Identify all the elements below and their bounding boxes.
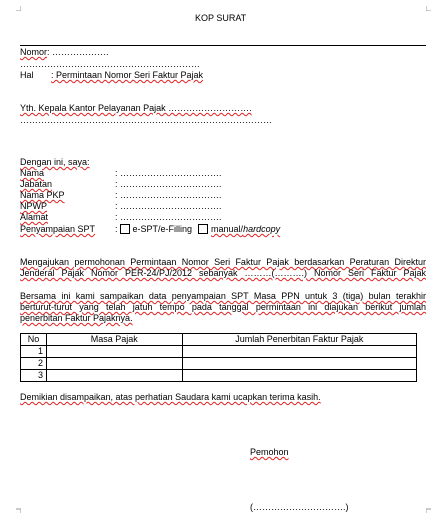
nomor-line <box>20 47 109 58</box>
penyampaian-row <box>20 224 95 235</box>
option-e-spt-label: e-SPT/e-Filling <box>132 224 193 234</box>
signature-line: (………………………….) <box>250 502 349 512</box>
field-value-jabatan: : ……………………………. <box>115 179 222 189</box>
margin-mark <box>16 508 21 513</box>
table-cell-jumlah[interactable] <box>182 370 416 382</box>
table-header-row <box>21 334 417 346</box>
table-cell-jumlah[interactable] <box>182 346 416 358</box>
letterhead-title: KOP SURAT <box>195 13 247 23</box>
hal-label: Hal <box>20 70 34 80</box>
letterhead-rule <box>20 45 426 46</box>
table-row <box>21 358 417 370</box>
closing-text: Demikian disampaikan, atas perhatian Saudara kami ucapkan terima kasih. <box>20 392 321 402</box>
option-manual-label: manual/ <box>211 224 244 234</box>
column-header-no: No <box>21 334 47 346</box>
table-cell-masa[interactable] <box>46 370 182 382</box>
field-value-npwp: : ……………………………. <box>115 201 222 211</box>
nomor-dots: …………………………………………………… <box>20 59 200 69</box>
penyampaian-colon: : <box>115 224 118 234</box>
penyampaian-label: Penyampaian SPT <box>20 224 96 234</box>
field-value-alamat: : ……………………………. <box>115 212 222 222</box>
margin-mark <box>426 6 431 11</box>
paragraph-data-line2: berturut-turut yang telah jatuh tempo pada tanggal permintaan ini diajukan berikut jumlah <box>20 302 426 312</box>
table-cell-no: 2 <box>21 358 47 370</box>
option-hardcopy-label: hardcopy <box>243 224 281 234</box>
field-value-nama: : ……………………………. <box>115 168 222 178</box>
penyampaian-options <box>115 224 280 235</box>
margin-mark <box>426 508 431 513</box>
intro-text: Dengan ini, saya: <box>20 157 90 167</box>
table-cell-no: 3 <box>21 370 47 382</box>
table-cell-masa[interactable] <box>46 358 182 370</box>
paragraph-data-line3: penerbitan Faktur Pajaknya. <box>20 313 133 323</box>
table-cell-jumlah[interactable] <box>182 358 416 370</box>
paragraph-request-line2: Jenderal Pajak Nomor PER-24/PJ/2012 sebanyak ………(……….) Nomor Seri Faktur Pajak <box>20 268 426 278</box>
checkbox-e-spt[interactable] <box>120 224 130 234</box>
table-cell-no: 1 <box>21 346 47 358</box>
addressee-line: Yth. Kepala Kantor Pelayanan Pajak ………………………. <box>20 103 252 113</box>
field-label-nama-pkp: Nama PKP <box>20 190 65 200</box>
nomor-label: Nomor <box>20 47 48 57</box>
field-label-alamat: Alamat <box>20 212 49 222</box>
paragraph-request-line1: Mengajukan permohonan Permintaan Nomor Seri Faktur Pajak berdasarkan Peraturan Direktur <box>20 257 426 267</box>
column-header-jumlah: Jumlah Penerbitan Faktur Pajak <box>182 334 416 346</box>
field-label-npwp: NPWP <box>20 201 47 211</box>
field-label-nama: Nama <box>20 168 45 178</box>
paragraph-data-line1: Bersama ini kami sampaikan data penyampaian SPT Masa PPN untuk 3 (tiga) bulan terakhir <box>20 291 426 301</box>
margin-mark <box>16 6 21 11</box>
column-header-masa-pajak: Masa Pajak <box>46 334 182 346</box>
pemohon-label: Pemohon <box>250 447 289 457</box>
nomor-value: : ………………. <box>47 47 109 57</box>
table-row <box>21 370 417 382</box>
table-cell-masa[interactable] <box>46 346 182 358</box>
checkbox-manual[interactable] <box>198 224 208 234</box>
table-row <box>21 346 417 358</box>
spt-table <box>20 333 417 382</box>
field-value-nama-pkp: : ……………………………. <box>115 190 222 200</box>
hal-value: : Permintaan Nomor Seri Faktur Pajak <box>51 70 204 80</box>
field-label-jabatan: Jabatan <box>20 179 53 189</box>
addressee-dots: ………………………………………………………………………… <box>20 115 272 125</box>
